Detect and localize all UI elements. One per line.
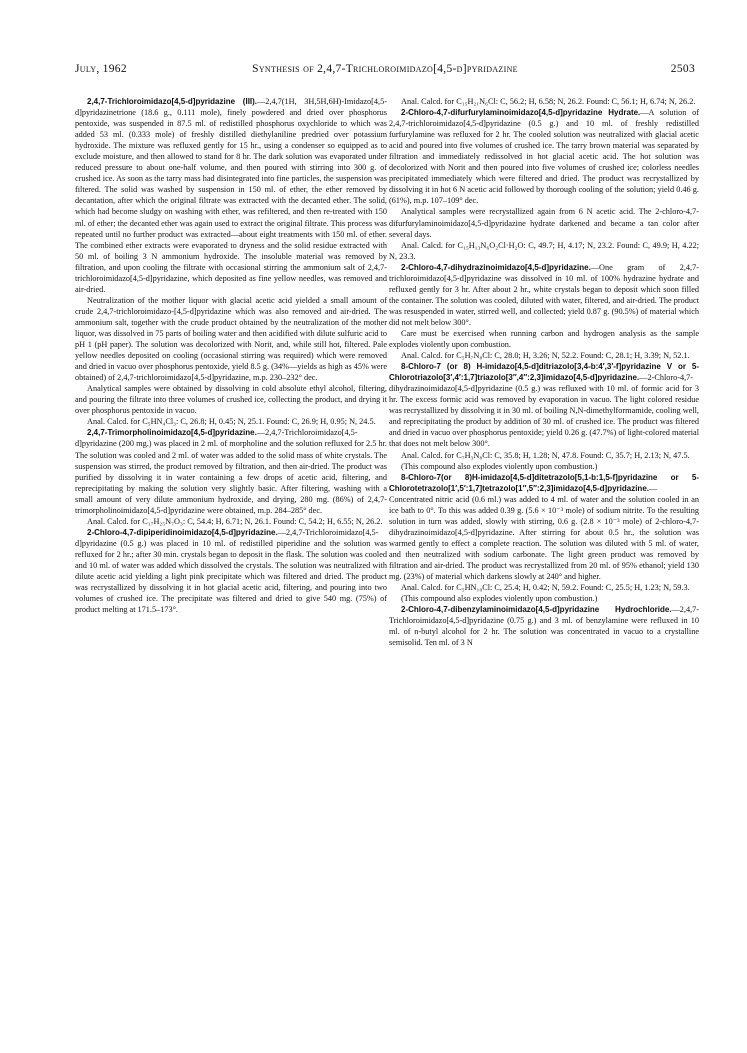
paragraph-text: Anal. Calcd. for C₁₅H₁₃N₆O₂Cl·H₂O: C, 49.7; H, 4.17; N, 23.2. Found: C, 49.9; H, 4.22; N, 23.3. (389, 240, 699, 261)
paragraph-text: Anal. Calcd. for C₇H₃N₈Cl: C, 35.8; H, 1.28; N, 47.8. Found: C, 35.7; H, 2.13; N, 47.5. (401, 450, 690, 460)
body-paragraph (75, 295, 387, 383)
paragraph-text: Anal. Calcd. for C₅HN₄Cl₃: C, 26.8; H, 0.45; N, 25.1. Found: C, 26.9; H, 0.95; N, 24.5. (87, 417, 376, 427)
section-paragraph (389, 262, 699, 328)
paragraph-text: Care must be exercised when running carbon and hydrogen analysis as the sample explodes violently upon combustion. (389, 328, 699, 350)
section-paragraph (389, 604, 699, 648)
paragraph-text: —One gram of 2,4,7-trichloroimidazo[4,5-d]pyridazine was dissolved in 10 ml. of 100% hydrazine hydrate and refluxed gently for 3 hr. After about 2 hr., white crystals began to deposit which soon filled the container. The solution was cooled, diluted with water, filtered, and air-dried. The product was resuspended in water, stirred well, and collected; yield 0.87 g. (90.5%) of material which did not melt below 300°. (389, 262, 699, 327)
paragraph-text: —2,4,7-Trichloroimidazo[4,5-d]pyridazine (200 mg.) was placed in 2 ml. of morpholine and the solution refluxed for 2.5 hr. The solution was cooled and 2 ml. of water was added to the solid mass of white crystals. The suspension was stirred, the product removed by filtration, and then air-dried. The product was purified by dissolving it in water containing a few drops of acetic acid, filtering, and reprecipitating by making the solution very slightly basic. After filtering, washing with a small amount of very dilute ammonium hydroxide, and drying, 280 mg. (86%) of 2,4,7-trimorpholinoimidazo[4,5-d]pyridazine were obtained, m.p. 284–285° dec. (75, 428, 387, 515)
page-number: 2503 (670, 63, 695, 75)
compound-heading: 2-Chloro-4,7-dibenzylaminoimidazo[4,5-d]pyridazine Hydrochloride. (401, 605, 672, 615)
paragraph-text: Analytical samples were obtained by dissolving in cold absolute ethyl alcohol, filtering, and pouring the filtrate into three volumes of crushed ice, collecting the product, and drying it over phosphorus pentoxide in vacuo. (75, 384, 387, 416)
paragraph-text: Analytical samples were recrystallized again from 6 N acetic acid. The 2-chloro-4,7-difurfurylaminoimidazo[4,5-d]pyridazine hydrate darkened and became a tan color after several days. (389, 207, 699, 239)
header-date: July, 1962 (75, 63, 127, 75)
compound-heading: 2,4,7-Trichloroimidazo[4,5-d]pyridazine (III). (87, 97, 258, 106)
compound-heading: 2-Chloro-4,7-difurfurylaminoimidazo[4,5-d]pyridazine Hydrate. (401, 108, 641, 118)
paragraph-text: (This compound also explodes violently upon combustion.) (401, 594, 598, 604)
paragraph-text: —A solution of 2,4,7-trichloroimidazo[4,5-d]pyridazine (0.5 g.) and 10 ml. of freshly redistilled furfurylamine was refluxed for 2 hr. The cooled solution was neutralized with glacial acetic acid and poured into five volumes of crushed ice. The tarry brown material was separated by filtration and immediately redissolved in hot glacial acetic acid. The hot solution was decolorized with Norit and then poured into five volumes of crushed ice; colorless needles precipitated immediately which were filtered and dried. The product was recrystallized by dissolving it in hot 6 N acetic acid followed by thorough cooling of the solution; yield 0.46 g. (61%), m.p. 107–109° dec. (389, 108, 699, 206)
running-head (75, 63, 695, 81)
left-column (75, 96, 387, 1041)
section-paragraph (389, 472, 699, 582)
paragraph-text: Anal. Calcd. for C₁₇H₂₅N₇O₃: C, 54.4; H, 6.71; N, 26.1. Found: C, 54.2; H, 6.55; N, 26.2. (87, 516, 383, 526)
section-paragraph (389, 107, 699, 206)
body-paragraph (75, 416, 387, 427)
body-paragraph (389, 350, 699, 361)
compound-heading: 2-Chloro-4,7-dihydrazinoimidazo[4,5-d]pyridazine. (401, 262, 591, 272)
paragraph-text: —2-Chloro-4,7-dihydrazinoimidazo[4,5-d]pyridazine (0.5 g.) was refluxed with 10 ml. of formic acid for 3 hr. The excess formic acid was removed by evaporation in vacuo. The light colored residue was recrystallized by dissolving it in 30 ml. of boiling N,N-dimethylformamide, cooling well, and reprecipitating the product by addition of 30 ml. of crushed ice. The product was filtered and dried in vacuo over phosphorus pentoxide; yield 0.26 g. (47.7%) of light-colored material that does not melt below 300°. (389, 373, 699, 449)
section-paragraph (75, 527, 387, 615)
paragraph-text: Neutralization of the mother liquor with glacial acetic acid yielded a small amount of crude 2,4,7-trichloroimidazo-[4,5-d]pyridazine which was also removed and air-dried. The ammonium salt, together with the crude product obtained by the neutralization of the mother liquor, was dissolved in 75 parts of boiling water and then acidified with dilute sulfuric acid to pH 1 (pH paper). The solution was decolorized with Norit, and, while still hot, filtered. Pale yellow needles deposited on cooling (occasional stirring was required) which were removed and dried in vacuo over phosphorus pentoxide, yield 8.5 g. (34%—yields as high as 45% were obtained) of 2,4,7-trichloroimidazo[4,5-d]pyridazine, m.p. 230–232° dec. (75, 295, 387, 383)
paragraph-text: —2,4,7(1H, 3H,5H,6H)-Imidazo[4,5-d]pyridazinetrione (18.6 g., 0.111 mole), finely powdered and dried over phosphorus pentoxide, was suspended in 87.5 ml. of redistilled phosphorus oxychloride to which was added 53 ml. (0.333 mole) of freshly distilled diethylaniline predried over potassium hydroxide. The mixture was refluxed gently for 15 hr., using a condenser so equipped as to exclude moisture, and then allowed to stand for 8 hr. The dark solution was evaporated under reduced pressure to about one-half volume, and then poured with stirring into 300 g. of crushed ice. As soon as the tarry mass had disintegrated into fine particles, the suspension was filtered. The solid was washed by suspension in 150 ml. of ether, the ether removed by decantation, after which the original filtrate was extracted with the decanted ether. The solid, which had become sludgy on washing with ether, was refiltered, and then re-treated with 150 ml. of ether; the decanted ether was again used to extract the original filtrate. This process was repeated until no further product was extracted—about eight treatments with 150 ml. of ether. The combined ether extracts were evaporated to dryness and the solid residue extracted with 50 ml. of boiling 3 N ammonium hydroxide. The insoluble material was removed by filtration, and upon cooling the filtrate with occasional stirring the ammonium salt of 2,4,7-trichloroimidazo[4,5-d]pyridazine, which deposited as fine yellow needles, was removed and air-dried. (75, 97, 387, 294)
paragraph-text: Anal. Calcd. for C₁₅H₂₁N₆Cl: C, 56.2; H, 6.58; N, 26.2. Found: C, 56.1; H, 6.74; N, 26.2. (401, 97, 696, 106)
section-paragraph (389, 361, 699, 449)
section-paragraph (75, 427, 387, 515)
compound-heading: 8-Chloro-7(or 8)H-imidazo[4,5-d]ditetrazolo[5,1-b:1,5-f]pyridazine or 5-Chlorotetrazolo[1′,5′:1,7]tetrazolo[1″,5″:2,3]imidazo[4,5-d]pyridazine. (389, 472, 699, 493)
body-paragraph (75, 383, 387, 416)
paragraph-text: —2,4,7-Trichloroimidazo[4,5-d]pyridazine (0.5 g.) was placed in 10 ml. of redistilled piperidine and the solution was refluxed for 2 hr.; after 30 min. crystals began to deposit in the flask. The solution was cooled and 10 ml. of water was added which dissolved the crystals. The solution was neutralized with dilute acetic acid yielding a light pink precipitate which was filtered and dried. The product was recrystallized by dissolving it in hot glacial acetic acid, filtering, and pouring into two volumes of crushed ice. The precipitate was filtered and dried to give 540 mg. (75%) of product melting at 171.5–173°. (75, 527, 387, 615)
body-paragraph (389, 96, 699, 107)
compound-heading: 2,4,7-Trimorpholinoimidazo[4,5-d]pyridazine. (87, 428, 257, 438)
paragraph-text: —2,4,7-Trichloroimidazo[4,5-d]pyridazine (0.75 g.) and 3 ml. of benzylamine were refluxed in 10 ml. of n-butyl alcohol for 2 hr. The solution was concentrated in vacuo to a crystalline semisolid. Ten ml. of 3 N (389, 605, 699, 648)
body-paragraph (389, 461, 699, 472)
body-paragraph (389, 450, 699, 461)
body-paragraph (389, 593, 699, 604)
paragraph-text: Anal. Calcd. for C₅HN₁₀Cl: C, 25.4; H, 0.42; N, 59.2. Found: C, 25.5; H, 1.23; N, 59.3. (401, 583, 690, 593)
body-paragraph (389, 206, 699, 239)
body-paragraph (389, 582, 699, 593)
compound-heading: 8-Chloro-7 (or 8) H-imidazo[4,5-d]ditriazolo[3,4-b:4′,3′-f]pyridazine V or 5-Chlorotriazolo[3′,4′:1,7]triazolo[3″,4″:2,3]imidazo[4,5-d]pyridazine. (389, 362, 699, 383)
section-paragraph (75, 96, 387, 295)
compound-heading: 2-Chloro-4,7-dipiperidinoimidazo[4,5-d]pyridazine. (87, 527, 278, 537)
right-column (389, 96, 699, 1041)
paragraph-text: —Concentrated nitric acid (0.6 ml.) was added to 4 ml. of water and the solution cooled in an ice bath to 0°. To this was added 0.39 g. (5.6 × 10⁻³ mole) of sodium nitrite. To the resulting solution in turn was added, slowly with stirring, 0.6 g. (2.8 × 10⁻³ mole) of 2-chloro-4,7-dihydrazinoimidazo[4,5-d]pyridazine. After stirring for about 0.5 hr., the solution was warmed gently to effect a complete reaction. The solution was diluted with 5 ml. of water, and then neutralized with sodium carbonate. The light green product was removed by filtration and air-dried. The product was recrystallized from 20 ml. of 95% ethanol; yield 130 mg. (23%) of material which darkens slowly at 240° and higher. (389, 483, 699, 582)
paragraph-text: Anal. Calcd. for C₅H₇N₈Cl: C, 28.0; H, 3.26; N, 52.2. Found: C, 28.1; H, 3.39; N, 52.1. (401, 351, 690, 361)
body-paragraph (389, 328, 699, 350)
header-title: Synthesis of 2,4,7-Trichloroimidazo[4,5-d]pyridazine (252, 63, 518, 75)
body-paragraph (75, 516, 387, 527)
body-paragraph (389, 240, 699, 262)
paragraph-text: (This compound also explodes violently upon combustion.) (401, 461, 598, 471)
